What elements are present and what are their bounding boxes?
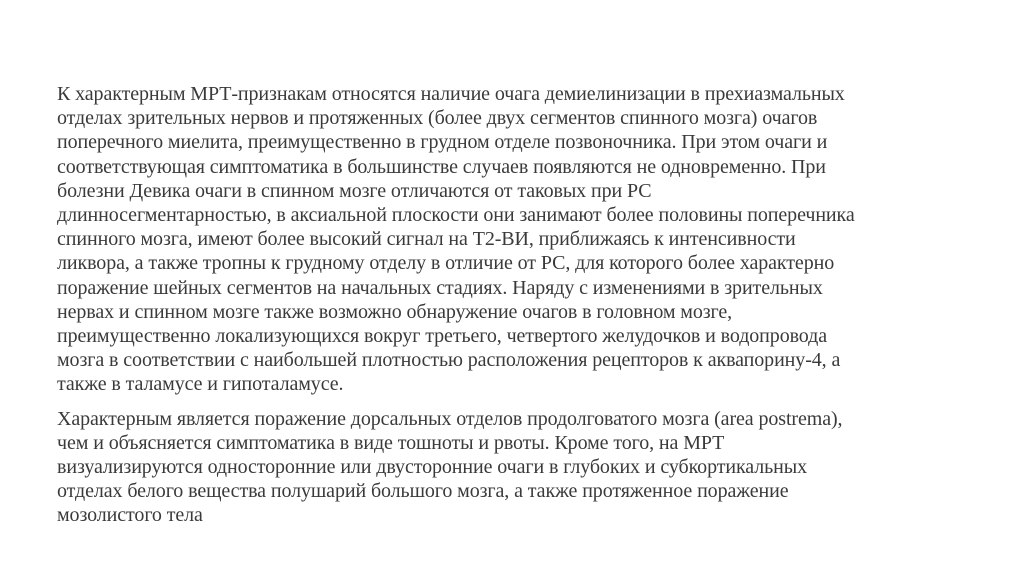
text-line: поперечного миелита, преимущественно в грудном отделе позвоночника. При этом очаги и [57,131,828,154]
text-line: также в таламусе и гипоталамусе. [57,373,344,396]
paragraph-2 [57,407,977,528]
text-line: К характерным МРТ-признакам относятся наличие очага демиелинизации в прехиазмальных [57,83,845,105]
text-line: болезни Девика очаги в спинном мозге отличаются от таковых при РС [57,179,652,202]
text-line: преимущественно локализующихся вокруг третьего, четвертого желудочков и водопровода [57,325,827,348]
text-line: мозга в соответствии с наибольшей плотностью расположения рецепторов к аквапорину-4, а [57,349,841,372]
text-line: ликвора, а также тропны к грудному отделу в отличие от РС, для которого более характерно [57,252,835,275]
text-line: спинного мозга, имеют более высокий сигнал на Т2-ВИ, приближаясь к интенсивности [57,228,796,251]
slide-text-body [57,82,977,528]
text-line: Характерным является поражение дорсальных отделов продолговатого мозга (area postrema), [57,407,843,430]
text-line: мозолистого тела [57,504,203,527]
text-line: отделах зрительных нервов и протяженных (более двух сегментов спинного мозга) очагов [57,107,818,130]
text-line: визуализируются односторонние или двусторонние очаги в глубоких и субкортикальных [57,456,807,479]
text-line: нервах и спинном мозге также возможно обнаружение очагов в головном мозге, [57,300,733,323]
text-line: отделах белого вещества полушарий большого мозга, а также протяженное поражение [57,480,789,503]
paragraph-1 [57,82,977,397]
text-line: поражение шейных сегментов на начальных стадиях. Наряду с изменениями в зрительных [57,276,823,299]
text-line: соответствующая симптоматика в большинстве случаев появляются не одновременно. При [57,155,826,178]
text-line: длинносегментарностью, в аксиальной плоскости они занимают более половины поперечника [57,204,855,227]
text-line: чем и объясняется симптоматика в виде тошноты и рвоты. Кроме того, на МРТ [57,431,725,454]
